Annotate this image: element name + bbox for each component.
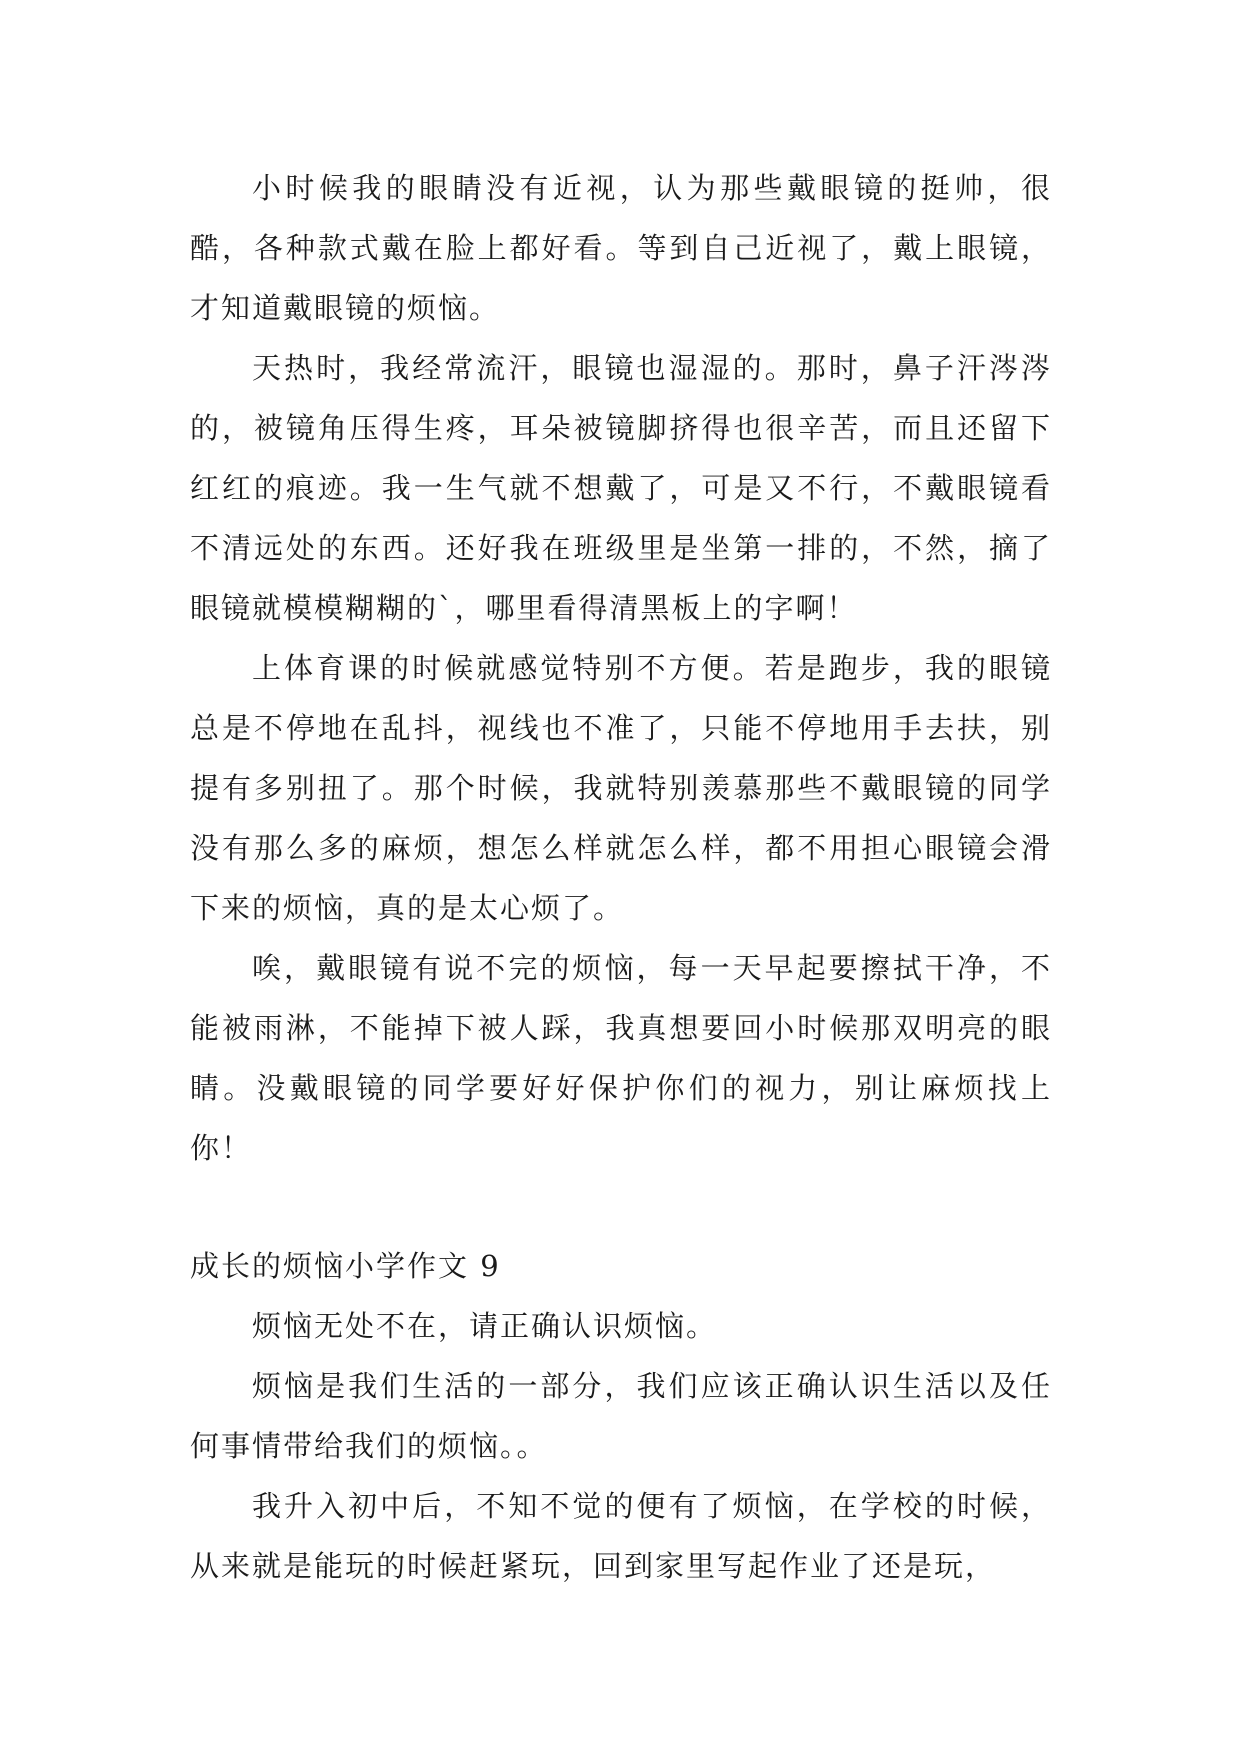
paragraph: 烦恼无处不在，请正确认识烦恼。: [252, 1309, 718, 1343]
paragraph: 烦恼是我们生活的一部分，我们应该正确认识生活以及任何事情带给我们的烦恼。。: [190, 1369, 1052, 1463]
paragraph: 上体育课的时候就感觉特别不方便。若是跑步，我的眼镜总是不停地在乱抖，视线也不准了，只能不停地用手去扶，别提有多别扭了。那个时候，我就特别羡慕那些不戴眼镜的同学没有那么多的麻烦，想怎么样就怎么样，都不用担心眼镜会滑下来的烦恼，真的是太心烦了。: [190, 651, 1052, 925]
paragraph: 小时候我的眼睛没有近视，认为那些戴眼镜的挺帅，很酷，各种款式戴在脸上都好看。等到自己近视了，戴上眼镜，才知道戴眼镜的烦恼。: [190, 171, 1052, 325]
paragraph: 我升入初中后，不知不觉的便有了烦恼，在学校的时候，从来就是能玩的时候赶紧玩，回到家里写起作业了还是玩，: [190, 1489, 1052, 1583]
document-body: [190, 158, 1052, 1596]
paragraph: 唉，戴眼镜有说不完的烦恼，每一天早起要擦拭干净，不能被雨淋，不能掉下被人踩，我真想要回小时候那双明亮的眼睛。没戴眼镜的同学要好好保护你们的视力，别让麻烦找上你！: [190, 951, 1052, 1165]
section-title: 成长的烦恼小学作文 9: [190, 1249, 501, 1283]
paragraph: 天热时，我经常流汗，眼镜也湿湿的。那时，鼻子汗涔涔的，被镜角压得生疼，耳朵被镜脚挤得也很辛苦，而且还留下红红的痕迹。我一生气就不想戴了，可是又不行，不戴眼镜看不清远处的东西。还好我在班级里是坐第一排的，不然，摘了眼镜就模模糊糊的`，哪里看得清黑板上的字啊！: [190, 351, 1052, 625]
